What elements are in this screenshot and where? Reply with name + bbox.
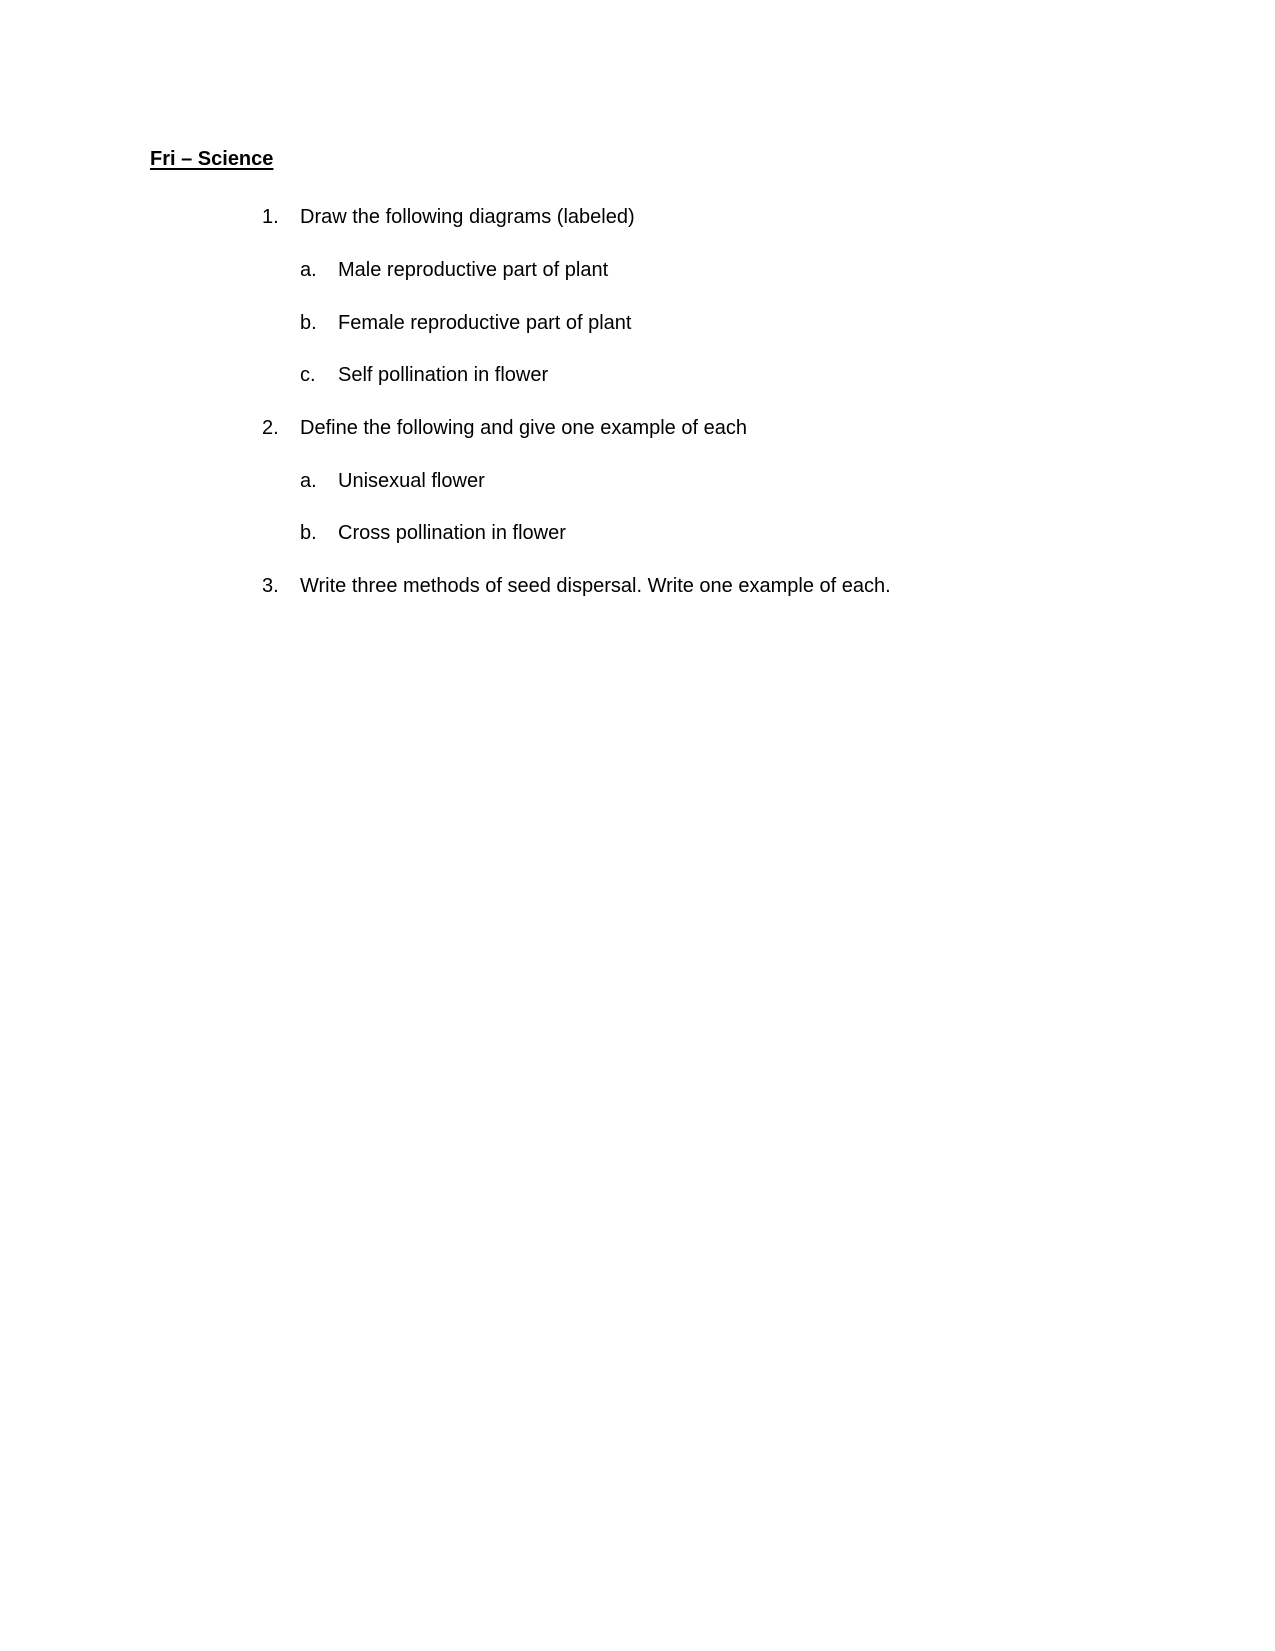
sub-item-1c xyxy=(300,362,1160,388)
sub-item-text: Cross pollination in flower xyxy=(338,522,566,544)
sub-item-letter: b. xyxy=(300,312,317,334)
list-item-text: Draw the following diagrams (labeled) xyxy=(300,206,635,228)
sub-item-letter: c. xyxy=(300,364,316,386)
sub-item-1b xyxy=(300,310,1160,336)
sub-item-text: Self pollination in flower xyxy=(338,364,549,386)
sub-item-text: Female reproductive part of plant xyxy=(338,312,632,334)
sub-item-text: Unisexual flower xyxy=(338,470,485,492)
page-heading: Fri – Science xyxy=(150,148,274,170)
sub-item-1a xyxy=(300,257,1160,283)
sub-item-2b xyxy=(300,520,1160,546)
list-item-3 xyxy=(262,573,1162,599)
sub-item-letter: a. xyxy=(300,470,317,492)
list-item-text: Define the following and give one example of each xyxy=(300,417,747,439)
list-item-text: Write three methods of seed dispersal. Write one example of each. xyxy=(300,575,891,597)
list-item-number: 2. xyxy=(262,417,279,439)
list-item-1 xyxy=(262,204,1162,230)
sub-item-text: Male reproductive part of plant xyxy=(338,259,609,281)
sub-item-2a xyxy=(300,468,1160,494)
sub-item-letter: b. xyxy=(300,522,317,544)
list-item-2 xyxy=(262,415,1162,441)
list-item-number: 1. xyxy=(262,206,279,228)
list-item-number: 3. xyxy=(262,575,279,597)
sub-item-letter: a. xyxy=(300,259,317,281)
